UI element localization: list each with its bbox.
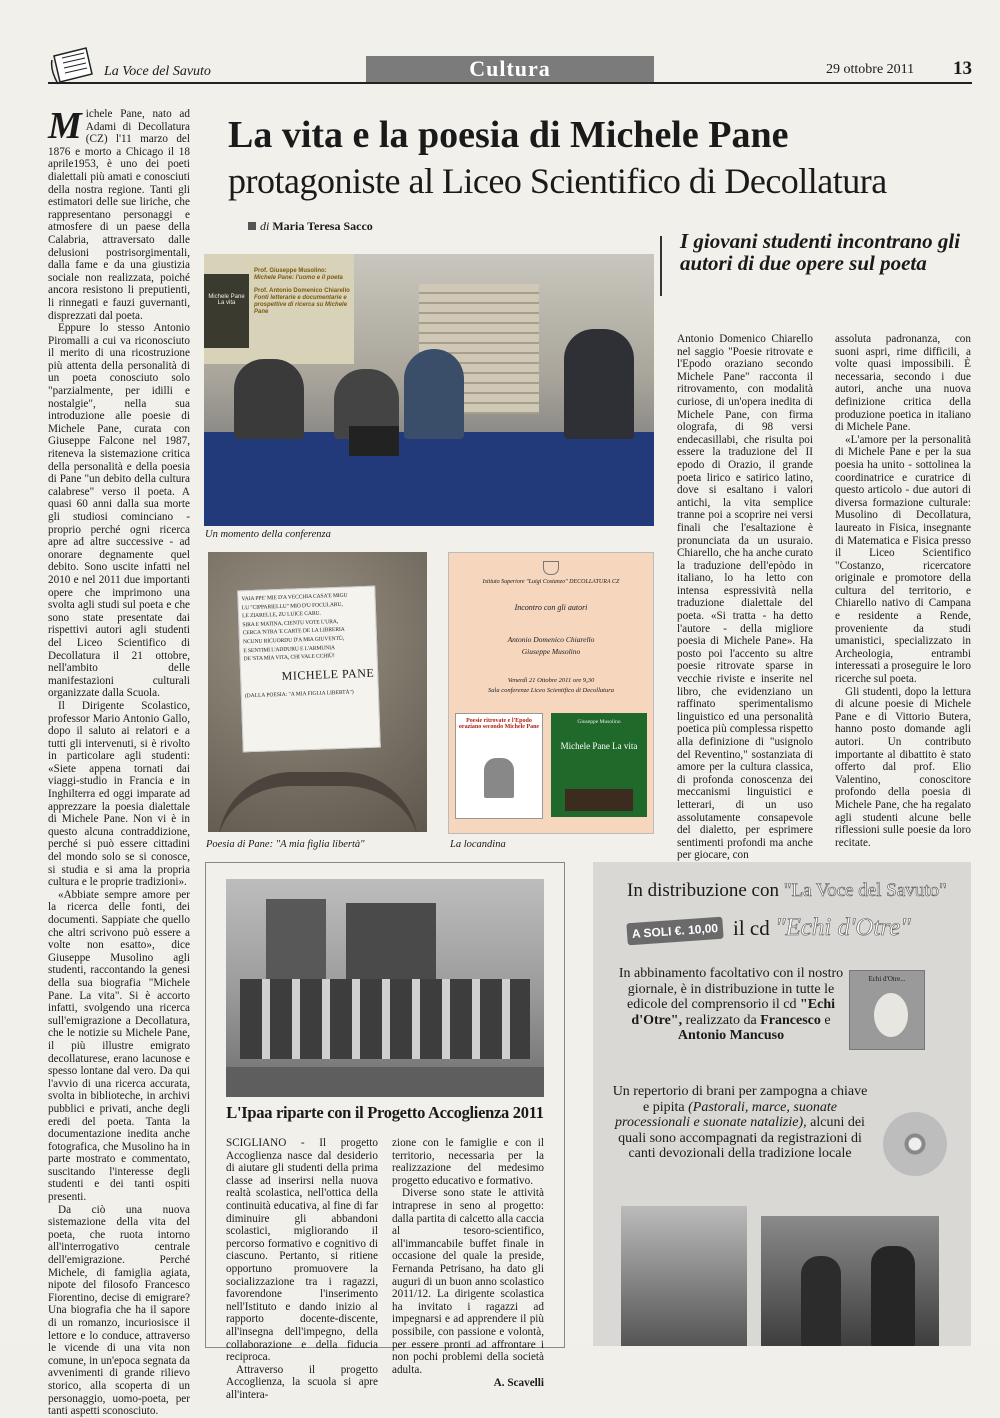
drop-cap: M <box>48 105 82 147</box>
article-paragraph: «Abbiate sempre amore per la ricerca delle fonti, dei documenti. Sappiate che quello che altri scrivono può essere a volte non esatto», dice Giuseppe Musolino agli studenti, raccontando la genesi della sua biografia "Michele Pane. La vita". Si è accorto infatti, svolgendo una ricerca sull'emigrazione a Decollatura, che le notizie su Michele Pane, il più illustre emigrato decollaturese, erano lacunose e spesso lontane dal vero. Da qui l'avvio di una ricerca accurata, svolta in biblioteche, in archivi pubblici e privati, anche degli eredi del poeta. Tanta la documentazione inedita anche fotografica, che Musolino ha in parte mostrato e commentato, suscitando l'interesse degli studenti e dei tanti ospiti presenti. <box>48 888 190 1204</box>
article-headline <box>228 112 968 204</box>
memorial-plaque <box>237 586 381 753</box>
plaque-line: SIRA E MATINA, CIENTU VOTE L'URA, <box>242 618 339 629</box>
promo-text: e <box>824 1012 831 1028</box>
headline-line-2: protagoniste al Liceo Scientifico di Decollatura <box>228 161 887 201</box>
section-title: Cultura <box>366 56 654 82</box>
byline-prefix: di <box>260 219 270 233</box>
event-poster <box>448 552 654 834</box>
ipaa-paragraph: Attraverso il progetto Accoglienza, la scuola si apre all'intera- <box>226 1363 378 1401</box>
plaque-line: LU "CIPPARIELLU" MIO D'U FOCULARU, <box>241 601 343 611</box>
republic-emblem-icon <box>543 561 559 575</box>
slide-line: Prof. Giuseppe Musolino: <box>254 268 327 274</box>
speaker-person <box>404 349 464 439</box>
header-rule <box>48 82 972 84</box>
conference-table <box>204 432 654 526</box>
article-paragraph: Gli studenti, dopo la lettura di alcune poesie di Michele Pane e di Vittorio Butera, hanno posto domande agli autori. Un contributo importante al dibattito è stato offerto dal prof. Elio Valentino, conoscitore profondo della poesia di Michele Pane, che ha regalato agli studenti alcune belle riflessioni sulle poesie da loro recitate. <box>835 685 971 849</box>
musician-person <box>871 1246 915 1346</box>
slide-book-cover <box>204 274 249 348</box>
book-2-author: Giuseppe Musolino <box>577 719 621 725</box>
promo-artist: Antonio Mancuso <box>677 1028 785 1044</box>
poster-event: Incontro con gli autori <box>514 603 588 612</box>
subhead-rule <box>660 236 662 296</box>
promo-text: alcuni dei quali sono accompagnati da registrazioni di canti devozionali della tradizione locale <box>618 1115 865 1162</box>
ipaa-paragraph: Diverse sono state le attività intraprese in seno al progetto: dalla partita di calcetto alla caccia al tesoro-scientifico, all'immancabile buffet finale in occasione del quale la preside, Fernanda Petrisano, ha dato gli auguri di un buon anno scolastico 2011/12. La dirigente scolastica ha invitato i ragazzi ad impegnarsi e ad apprendere il più possibile, con passione e volontà, per essere pronti ad affrontare i non pochi problemi della società adulta. <box>392 1187 544 1376</box>
cd-promo-box <box>593 862 971 1346</box>
promo-line-1 <box>627 880 947 902</box>
article-paragraph: Da ciò una nuova sistemazione della vita del poeta, che ruota intorno all'interrogativo centrale dell'emigrazione. Perché Michele, di famiglia agiata, nipote del filosofo Francesco Fiorentino, decise di emigrare? Una biografia che ha il sapore di un romanzo, incuriosisce il lettore e lo conduce, attraverso le vicende di una vita non comune, in un'epoca segnata da avvenimenti di grande rilievo storico, alla scoperta di un personaggio, uomo-poeta, per tanti aspetti sconosciuto. <box>48 1203 190 1418</box>
article-paragraph: «L'amore per la personalità di Michele Pane e per la sua poesia ha unito - sottolinea la coordinatrice e curatrice di questo articolo - due autori di diversa formazione culturale: Musolino di Decollatura, laureato in Fisica, insegnante di Matematica e Fisica presso il Liceo Scientifico "Costanzo, ricercatore originale e promotore della cultura del territorio, e Chiarello nativo di Campana e residente a Rende, proveniente da studi umanistici, specializzato in Archeologia, entrambi interessati a proseguire le loro ricerche sul poeta. <box>835 433 971 686</box>
conference-photo <box>204 254 654 526</box>
ipaa-article-box <box>205 862 565 1401</box>
promo-genres: (Pastorali, marce, suonate processionali e suonate natalizie), <box>615 1099 837 1131</box>
headline-line-1: La vita e la poesia di Michele Pane <box>228 114 789 156</box>
article-subhead: I giovani studenti incontrano gli autori di due opere sul poeta <box>680 229 961 275</box>
bagpipe-image <box>874 993 908 1037</box>
doorway <box>346 903 436 983</box>
book-1-title: Poesie ritrovate e l'Epodo oraziano secondo Michele Pane <box>458 718 540 730</box>
book-2-photo <box>565 789 633 811</box>
promo-artist: Francesco <box>760 1012 821 1028</box>
promo-cd-name: "Echi d'Otre", <box>631 997 835 1028</box>
article-column-3 <box>677 333 813 862</box>
byline-square-icon <box>248 222 256 230</box>
slide-text <box>254 268 352 316</box>
ipaa-paragraph: zione con le famiglie e con il territorio, necessaria per la realizzazione del medesimo progetto educativo e formativo. <box>392 1137 544 1187</box>
article-paragraph: Eppure lo stesso Antonio Piromalli a cui va riconosciuto il merito di una ricostruzione più attenta della personalità di un poeta conosciuto solo "parzialmente, per idilli e nostalgie", nella sua introduzione alle poesie di Michele Pane, curata con Giuseppe Falcone nel 1987, riteneva la sistemazione critica della personalità e della poesia di Pane "un debito della cultura calabrese" verso il poeta. A quasi 60 anni dalla sua morte gli studiosi cominciano - proprio perché ogni ricerca apre ad altre successive - ad onorare degnamente quel debito. Sono uscite infatti nel 2010 e nel 2011 due importanti opere che imprimono una svolta agli studi sul poeta e che sono state presentate dai rispettivi autori agli studenti del Liceo Scientifico di Decollatura il 21 ottobre, nell'ambito delle manifestazioni culturali organizzate dalla Scuola. <box>48 322 190 700</box>
poster-when: Venerdì 21 Ottobre 2011 ore 9,30 <box>507 677 595 684</box>
article-paragraph: Il Dirigente Scolastico, professor Mario Antonio Gallo, dopo il saluto ai relatori e a tutti gli intervenuti, si è rivolto in particolare agli studenti: «Siete appena tornati dai viaggi-studio in Francia e in Inghilterra ed oggi imparate ad apprezzare la poesia dialettale di Michele Pane. Non vi è in questo alcuna contraddizione, perché si può essere cittadini del mondo solo se si conosce, si studia e si ama la propria cultura e le proprie tradizioni». <box>48 699 190 889</box>
projection-screen <box>204 254 354 364</box>
students-group <box>240 979 530 1059</box>
poet-portrait <box>484 758 514 798</box>
ipaa-signature: A. Scavelli <box>493 1377 544 1390</box>
photo-caption: Un momento della conferenza <box>205 529 331 540</box>
cd-disc-icon <box>883 1112 947 1176</box>
poster-where: Sala conferenze Liceo Scientifico di Decollatura <box>488 687 614 694</box>
plaque-line: NCUNU RICUORDU D'A MIA GIUVENTÙ, <box>242 635 345 646</box>
author-name: Maria Teresa Sacco <box>272 219 373 233</box>
byline <box>248 219 373 234</box>
promo-paper-name: "La Voce del Savuto" <box>783 880 947 901</box>
slide-line: Fonti letterarie e documentarie e prospettive di ricerca su Michele Pane <box>254 295 348 315</box>
article-column-4 <box>835 333 971 849</box>
slide-book-title: Michele Pane La vita <box>208 294 245 306</box>
promo-text: In abbinamento facoltativo con il nostro giornale, è in distribuzione in tutte le edicole del comprensorio il cd <box>618 966 844 1013</box>
musician-person <box>801 1256 841 1346</box>
page-number: 13 <box>953 58 972 79</box>
promo-cd-prefix: il cd <box>733 916 770 940</box>
article-paragraph: Antonio Domenico Chiarello nel saggio "Poesie ritrovate e l'Epodo oraziano secondo Michele Pane" racconta il ritrovamento, con modalità curiose, di un'opera inedita di Michele Pane, con firma olografa, di 98 versi endecasillabi, che risulta poi essere la traduzione del II epodo di Orazio, il grande poeta lirico e satirico latino, dove si esaltano i valori antichi, la vita semplice tranne poi a scoprire nei versi finali che l'esaltazione è pronunciata da un usuraio. Chiarello, che ha anche curato la traduzione dell'epòdo in italiano, lo ha letto con intensa espressività nella traduzione dialettale del poeta. «Si tratta - ha detto l'autore - della migliore poesia di Michele Pane». Ha posto poi l'accento su altre poesie ritrovate sparse in vecchie riviste e inserite nel libro, che evidenziano un raffinato sperimentalismo linguistico ed una personalità poetica più complessa rispetto alla definizione di "usignolo del Reventino," sostanziata di amore per la cultura classica, di profonda conoscenza dei meccanismi linguistici e letterari, di un uso assolutamente consapevole del dialetto, per esprimere sentimenti profondi ma anche per giocare, con <box>677 333 813 862</box>
ipaa-column-2 <box>392 1137 544 1390</box>
cd-cover-title: Echi d'Otre... <box>868 975 906 983</box>
plaque-line: DE 'STA MIA VITA, CHI VALE CCHIÙ! <box>243 653 335 663</box>
pavement <box>226 1067 544 1097</box>
promo-body-2 <box>609 1084 871 1162</box>
plaque-line: CERCA 'NTRA 'E CARTE DE LA LIBRERIA <box>242 627 345 637</box>
ipaa-column-1 <box>226 1137 378 1401</box>
speaker-person <box>234 359 304 439</box>
plaque-signature: MICHELE PANE <box>281 665 375 683</box>
plaque-line: VAIA PPE' MIE D'A VECCHIA CASA'E MIGU <box>241 592 348 603</box>
issue-date: 29 ottobre 2011 <box>826 62 915 77</box>
promo-prefix: In distribuzione con <box>627 880 779 901</box>
book-2-title: Michele Pane La vita <box>560 741 638 751</box>
article-column-1 <box>48 105 190 1418</box>
slide-line: Michele Pane: l'uomo e il poeta <box>254 275 343 281</box>
plaque-photo <box>208 552 427 832</box>
promo-text: realizzato da <box>685 1012 757 1028</box>
newspaper-logo-icon <box>50 46 96 86</box>
poster-book-1 <box>455 713 543 819</box>
doorway <box>266 899 326 989</box>
promo-cd-title: "Echi d'Otre" <box>775 914 911 941</box>
ipaa-paragraph: SCIGLIANO - Il progetto Accoglienza nasce dal desiderio di aiutare gli studenti della prima classe ad inserirsi nella nuova realtà scolastica, nell'ottica della continuità educativa, al fine di far diminuire gli abbandoni scolastici, migliorando il percorso formativo e cognitivo di ciascuno. Pertanto, si ritiene opportuno promuovere la socializzazione tra i ragazzi, favorendone l'inserimento nell'Istituto e dando inizio al rapporto docente-discente, all'insegna dell'impegno, della collaborazione e della fiducia reciproca. <box>226 1137 378 1364</box>
promo-text: Un repertorio di brani per zampogna a chiave e pipita <box>612 1084 868 1115</box>
laptop <box>349 426 399 456</box>
village-photo <box>621 1206 747 1346</box>
ipaa-title: L'Ipaa riparte con il Progetto Accoglienza 2011 <box>226 1103 544 1122</box>
plaque-source: (DALLA POESIA: "A MIA FIGLIA LIBERTÀ") <box>244 689 354 700</box>
plaque-caption: Poesia di Pane: "A mia figlia libertà" <box>206 839 365 850</box>
article-paragraph: ichele Pane, nato ad Adami di Decollatura (CZ) l'11 marzo del 1876 e morto a Chicago il 18 aprile1953, è uno dei poeti dialettali più amati e conosciuti della nostra regione. Tanti gli estimatori delle sue liriche, che rappresentano personaggi e atmosfere di un paese della Calabria, attraversato dalle delusioni postrisorgimentali, dalla fame e da una giustizia sociale non realizzata, poiché ancora resistono li preputienti, li rinnegati e fauzi guvernanti, disprezzati dal poeta. <box>48 108 190 322</box>
price-badge: A SOLI €. 10,00 <box>626 917 723 946</box>
speaker-person <box>564 329 634 439</box>
slide-line: Prof. Antonio Domenico Chiarello <box>254 288 350 294</box>
plaque-line: LE ZIARELLE, ZU LUICE CARU. <box>242 610 321 620</box>
paper-name: La Voce del Savuto <box>104 64 211 79</box>
plaque-line: E SENTIMI L'ADDURU E L'ARMUNIA <box>243 644 336 654</box>
poster-book-2 <box>551 713 647 817</box>
article-paragraph: assoluta padronanza, con suoni aspri, rime difficili, a volte quasi impossibili. È necessaria, secondo i due autori, anche una nuova definizione critica della produzione poetica in italiano di Michele Pane. <box>835 333 971 434</box>
cd-cover <box>849 970 925 1050</box>
poster-caption: La locandina <box>450 839 506 850</box>
poster-author-2: Giuseppe Musolino <box>521 647 581 656</box>
students-photo <box>226 879 544 1097</box>
poster-school: Istituto Superiore "Luigi Costanzo" DECOLLATURA CZ <box>482 579 620 585</box>
musicians-photo <box>761 1216 939 1346</box>
promo-cd-line <box>733 914 911 942</box>
poster-author-1: Antonio Domenico Chiarello <box>507 635 595 644</box>
plaque-verse <box>241 591 373 664</box>
promo-body-1 <box>613 966 849 1044</box>
